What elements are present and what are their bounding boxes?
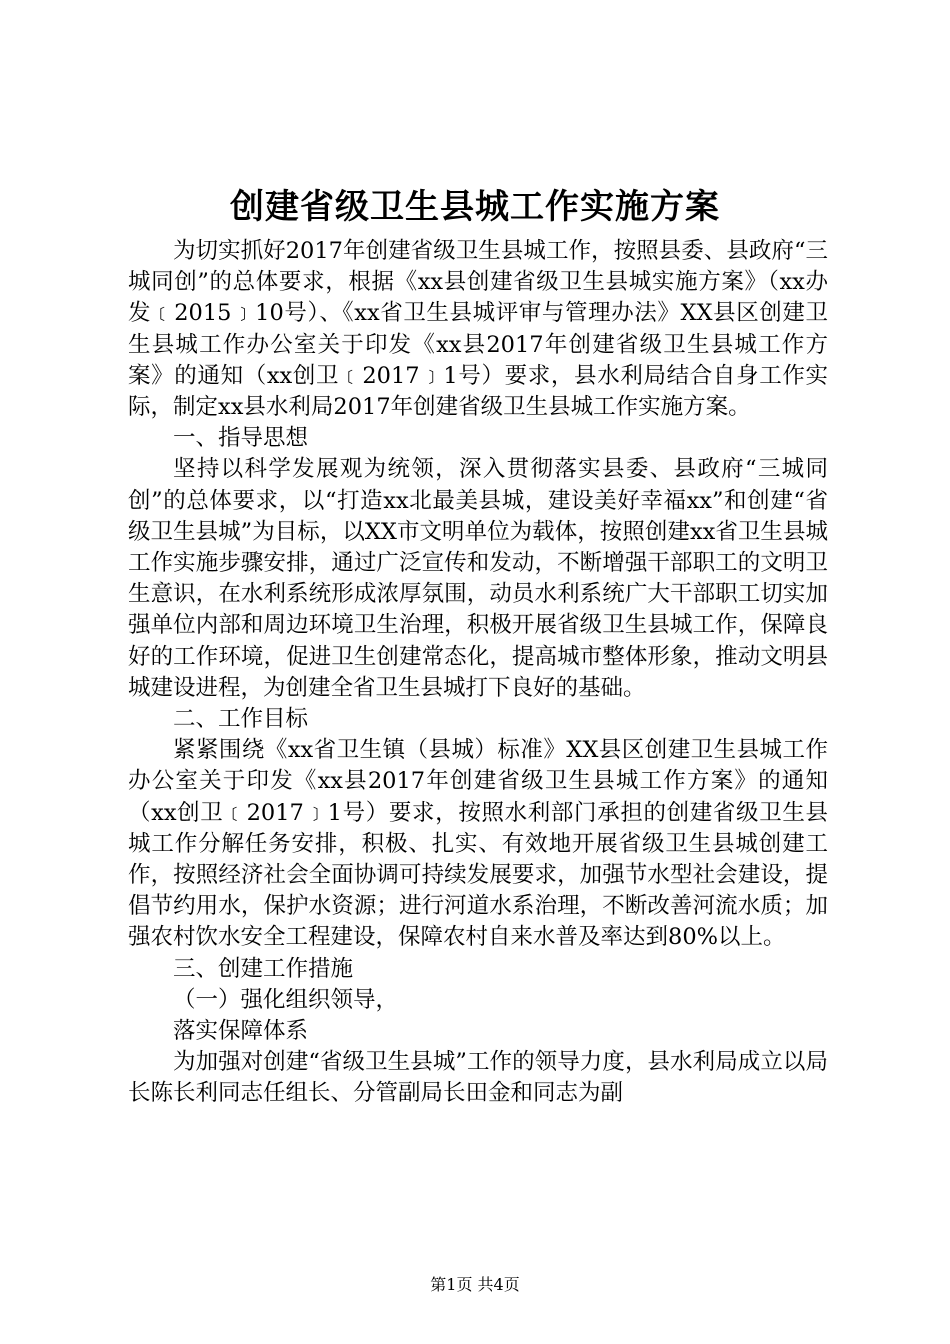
document-title: 创建省级卫生县城工作实施方案 xyxy=(230,187,720,227)
section-heading-measures: 三、创建工作措施 xyxy=(173,955,354,982)
work-goals-paragraph: 紧紧围绕《xx省卫生镇（县城）标准》XX县区创建卫生县城工作办公室关于印发《xx县2017年创建省级卫生县城工作方案》的通知（xx创卫﹝2017﹞1号）要求，按照水利部门承担的创建省级卫生县城工作分解任务安排，积极、扎实、有效地开展省级卫生县城创建工作，按照经济社会全面协调可持续发展要求，加强节水型社会建设，提倡节约用水，保护水资源；进行河道水系治理，不断改善河流水质；加强农村饮水安全工程建设，保障农村自来水普及率达到80%以上。 xyxy=(128,737,828,951)
document-body xyxy=(128,236,828,1110)
intro-paragraph: 为切实抓好2017年创建省级卫生县城工作，按照县委、县政府“三城同创”的总体要求，根据《xx县创建省级卫生县城实施方案》（xx办发﹝2015﹞10号）、《xx省卫生县城评审与管理办法》XX县区创建卫生县城工作办公室关于印发《xx县2017年创建省级卫生县城工作方案》的通知（xx创卫﹝2017﹞1号）要求，县水利局结合自身工作实际，制定xx县水利局2017年创建省级卫生县城工作实施方案。 xyxy=(128,238,828,421)
subsection-heading-leadership: （一）强化组织领导， xyxy=(173,986,399,1013)
section-heading-guiding-ideology: 一、指导思想 xyxy=(173,425,309,452)
subsection-heading-guarantee: 落实保障体系 xyxy=(173,1018,309,1045)
leadership-paragraph: 为加强对创建“省级卫生县城”工作的领导力度，县水利局成立以局长陈长利同志任组长、分管副局长田金和同志为副 xyxy=(128,1049,828,1107)
page-number-footer: 第1页 共4页 xyxy=(430,1275,520,1294)
guiding-ideology-paragraph: 坚持以科学发展观为统领，深入贯彻落实县委、县政府“三城同创”的总体要求，以“打造xx北最美县城，建设美好幸福xx”和创建“省级卫生县城”为目标，以XX市文明单位为载体，按照创建xx省卫生县城工作实施步骤安排，通过广泛宣传和发动，不断增强干部职工的文明卫生意识，在水利系统形成浓厚氛围，动员水利系统广大干部职工切实加强单位内部和周边环境卫生治理，积极开展省级卫生县城工作，保障良好的工作环境，促进卫生创建常态化，提高城市整体形象，推动文明县城建设进程，为创建全省卫生县城打下良好的基础。 xyxy=(128,456,828,701)
section-heading-work-goals: 二、工作目标 xyxy=(173,706,309,733)
